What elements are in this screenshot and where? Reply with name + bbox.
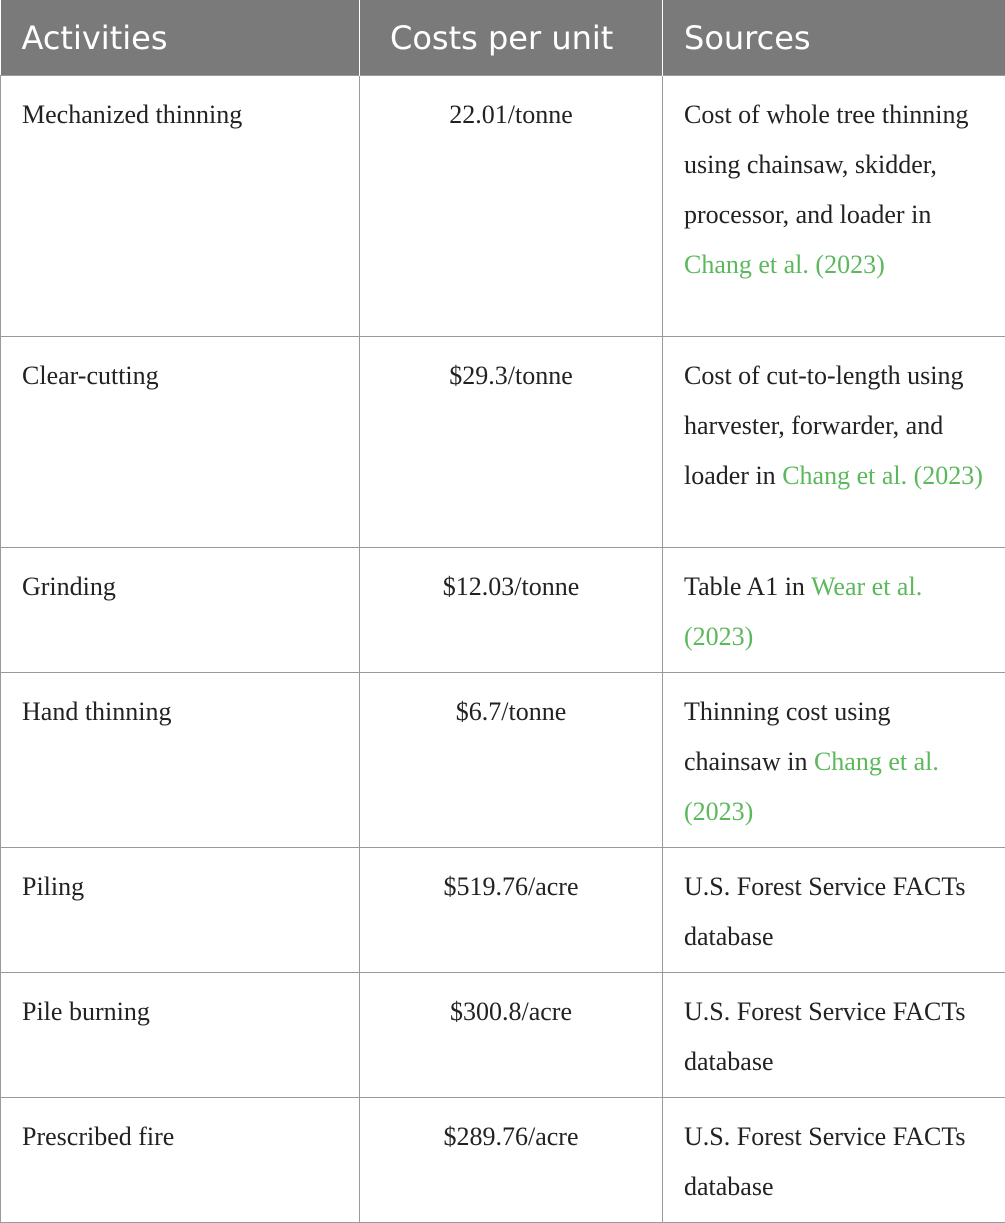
source-text: Thinning cost using chainsaw in: [684, 697, 891, 776]
table-row: [1, 337, 1005, 548]
table-body: [1, 76, 1005, 1223]
activity-cell: Clear-cutting: [1, 337, 360, 548]
header-costs-per-unit: Costs per unit: [360, 0, 663, 76]
activity-cell: Piling: [1, 848, 360, 973]
cost-cell: $519.76/acre: [360, 848, 663, 973]
source-cell: [663, 337, 1005, 548]
table-header: [1, 0, 1005, 76]
source-text: Cost of whole tree thinning using chainsaw, skidder, processor, and loader in: [684, 100, 969, 229]
table-row: [1, 1098, 1005, 1223]
citation-link[interactable]: Chang et al. (2023): [684, 747, 939, 826]
source-cell: U.S. Forest Service FACTs database: [663, 973, 1005, 1098]
activity-cell: Hand thinning: [1, 673, 360, 848]
source-cell: U.S. Forest Service FACTs database: [663, 1098, 1005, 1223]
cost-cell: $12.03/tonne: [360, 548, 663, 673]
header-row: [1, 0, 1005, 76]
table-row: [1, 548, 1005, 673]
source-text: Cost of cut-to-length using harvester, forwarder, and loader in: [684, 361, 963, 490]
source-cell: [663, 548, 1005, 673]
header-sources: Sources: [663, 0, 1005, 76]
source-cell: [663, 76, 1005, 337]
citation-link[interactable]: Wear et al. (2023): [684, 572, 922, 651]
cost-cell: $289.76/acre: [360, 1098, 663, 1223]
table-row: [1, 673, 1005, 848]
cost-cell: $300.8/acre: [360, 973, 663, 1098]
source-cell: U.S. Forest Service FACTs database: [663, 848, 1005, 973]
activity-cell: Pile burning: [1, 973, 360, 1098]
activity-cell: Prescribed fire: [1, 1098, 360, 1223]
cost-cell: $6.7/tonne: [360, 673, 663, 848]
table-row: [1, 76, 1005, 337]
cost-cell: 22.01/tonne: [360, 76, 663, 337]
table-row: [1, 973, 1005, 1098]
header-activities: Activities: [1, 0, 360, 76]
activity-cell: Mechanized thinning: [1, 76, 360, 337]
cost-cell: $29.3/tonne: [360, 337, 663, 548]
source-cell: [663, 673, 1005, 848]
source-text: Table A1 in: [684, 572, 811, 601]
citation-link[interactable]: Chang et al. (2023): [684, 250, 885, 279]
table-row: [1, 848, 1005, 973]
activity-cell: Grinding: [1, 548, 360, 673]
citation-link[interactable]: Chang et al. (2023): [782, 461, 983, 490]
